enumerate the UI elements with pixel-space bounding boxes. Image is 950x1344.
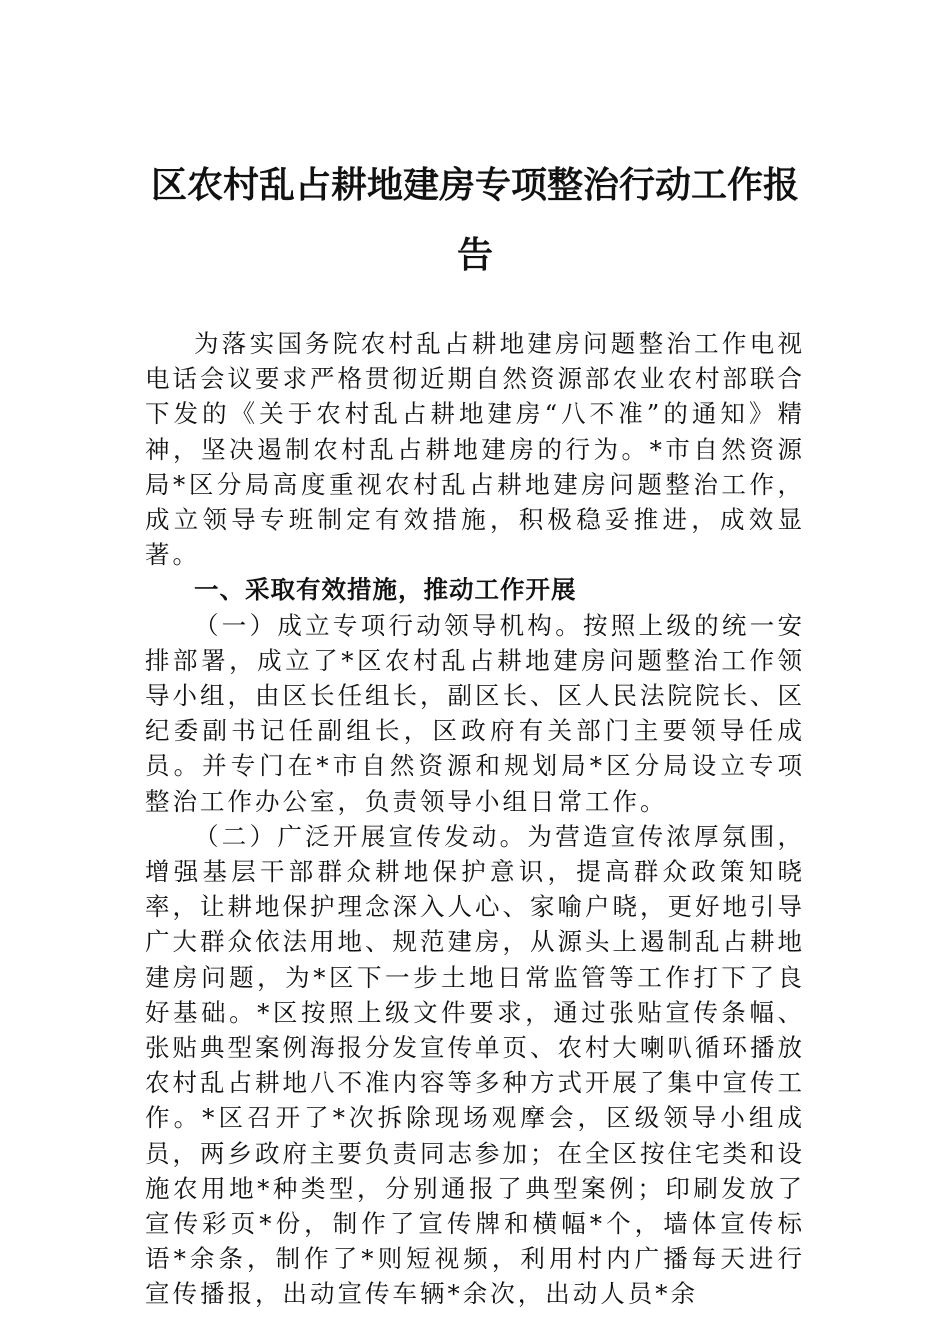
document-title: 区农村乱占耕地建房专项整治行动工作报告	[150, 164, 799, 276]
section-paragraph-2: （二）广泛开展宣传发动。为营造宣传浓厚氛围，增强基层干部群众耕地保护意识，提高群众政策知晓率，让耕地保护理念深入人心、家喻户晓，更好地引导广大群众依法用地、规范建房，从源头上遏制乱占耕地建房问题，为*区下一步土地日常监管等工作打下了良好基础。*区按照上级文件要求，通过张贴宣传条幅、张贴典型案例海报分发宣传单页、农村大喇叭循环播放农村乱占耕地八不准内容等多种方式开展了集中宣传工作。*区召开了*次拆除现场观摩会，区级领导小组成员，两乡政府主要负责同志参加；在全区按住宅类和设施农用地*种类型，分别通报了典型案例；印刷发放了宣传彩页*份，制作了宣传牌和横幅*个，墙体宣传标语*余条，制作了*则短视频，利用村内广播每天进行宣传播报，出动宣传车辆*余次，出动人员*余	[145, 821, 805, 1309]
section-paragraph-1: （一）成立专项行动领导机构。按照上级的统一安排部署，成立了*区农村乱占耕地建房问题整治工作领导小组，由区长任组长，副区长、区人民法院院长、区纪委副书记任副组长，区政府有关部门主要领导任成员。并专门在*市自然资源和规划局*区分局设立专项整治工作办公室，负责领导小组日常工作。	[145, 610, 805, 816]
intro-paragraph: 为落实国务院农村乱占耕地建房问题整治工作电视电话会议要求严格贯彻近期自然资源部农业农村部联合下发的《关于农村乱占耕地建房“八不准”的通知》精神，坚决遏制农村乱占耕地建房的行为。*市自然资源局*区分局高度重视农村乱占耕地建房问题整治工作，成立领导专班制定有效措施，积极稳妥推进，成效显著。	[145, 329, 805, 570]
document-body	[145, 326, 805, 1312]
section-heading: 一、采取有效措施，推动工作开展	[194, 575, 577, 605]
